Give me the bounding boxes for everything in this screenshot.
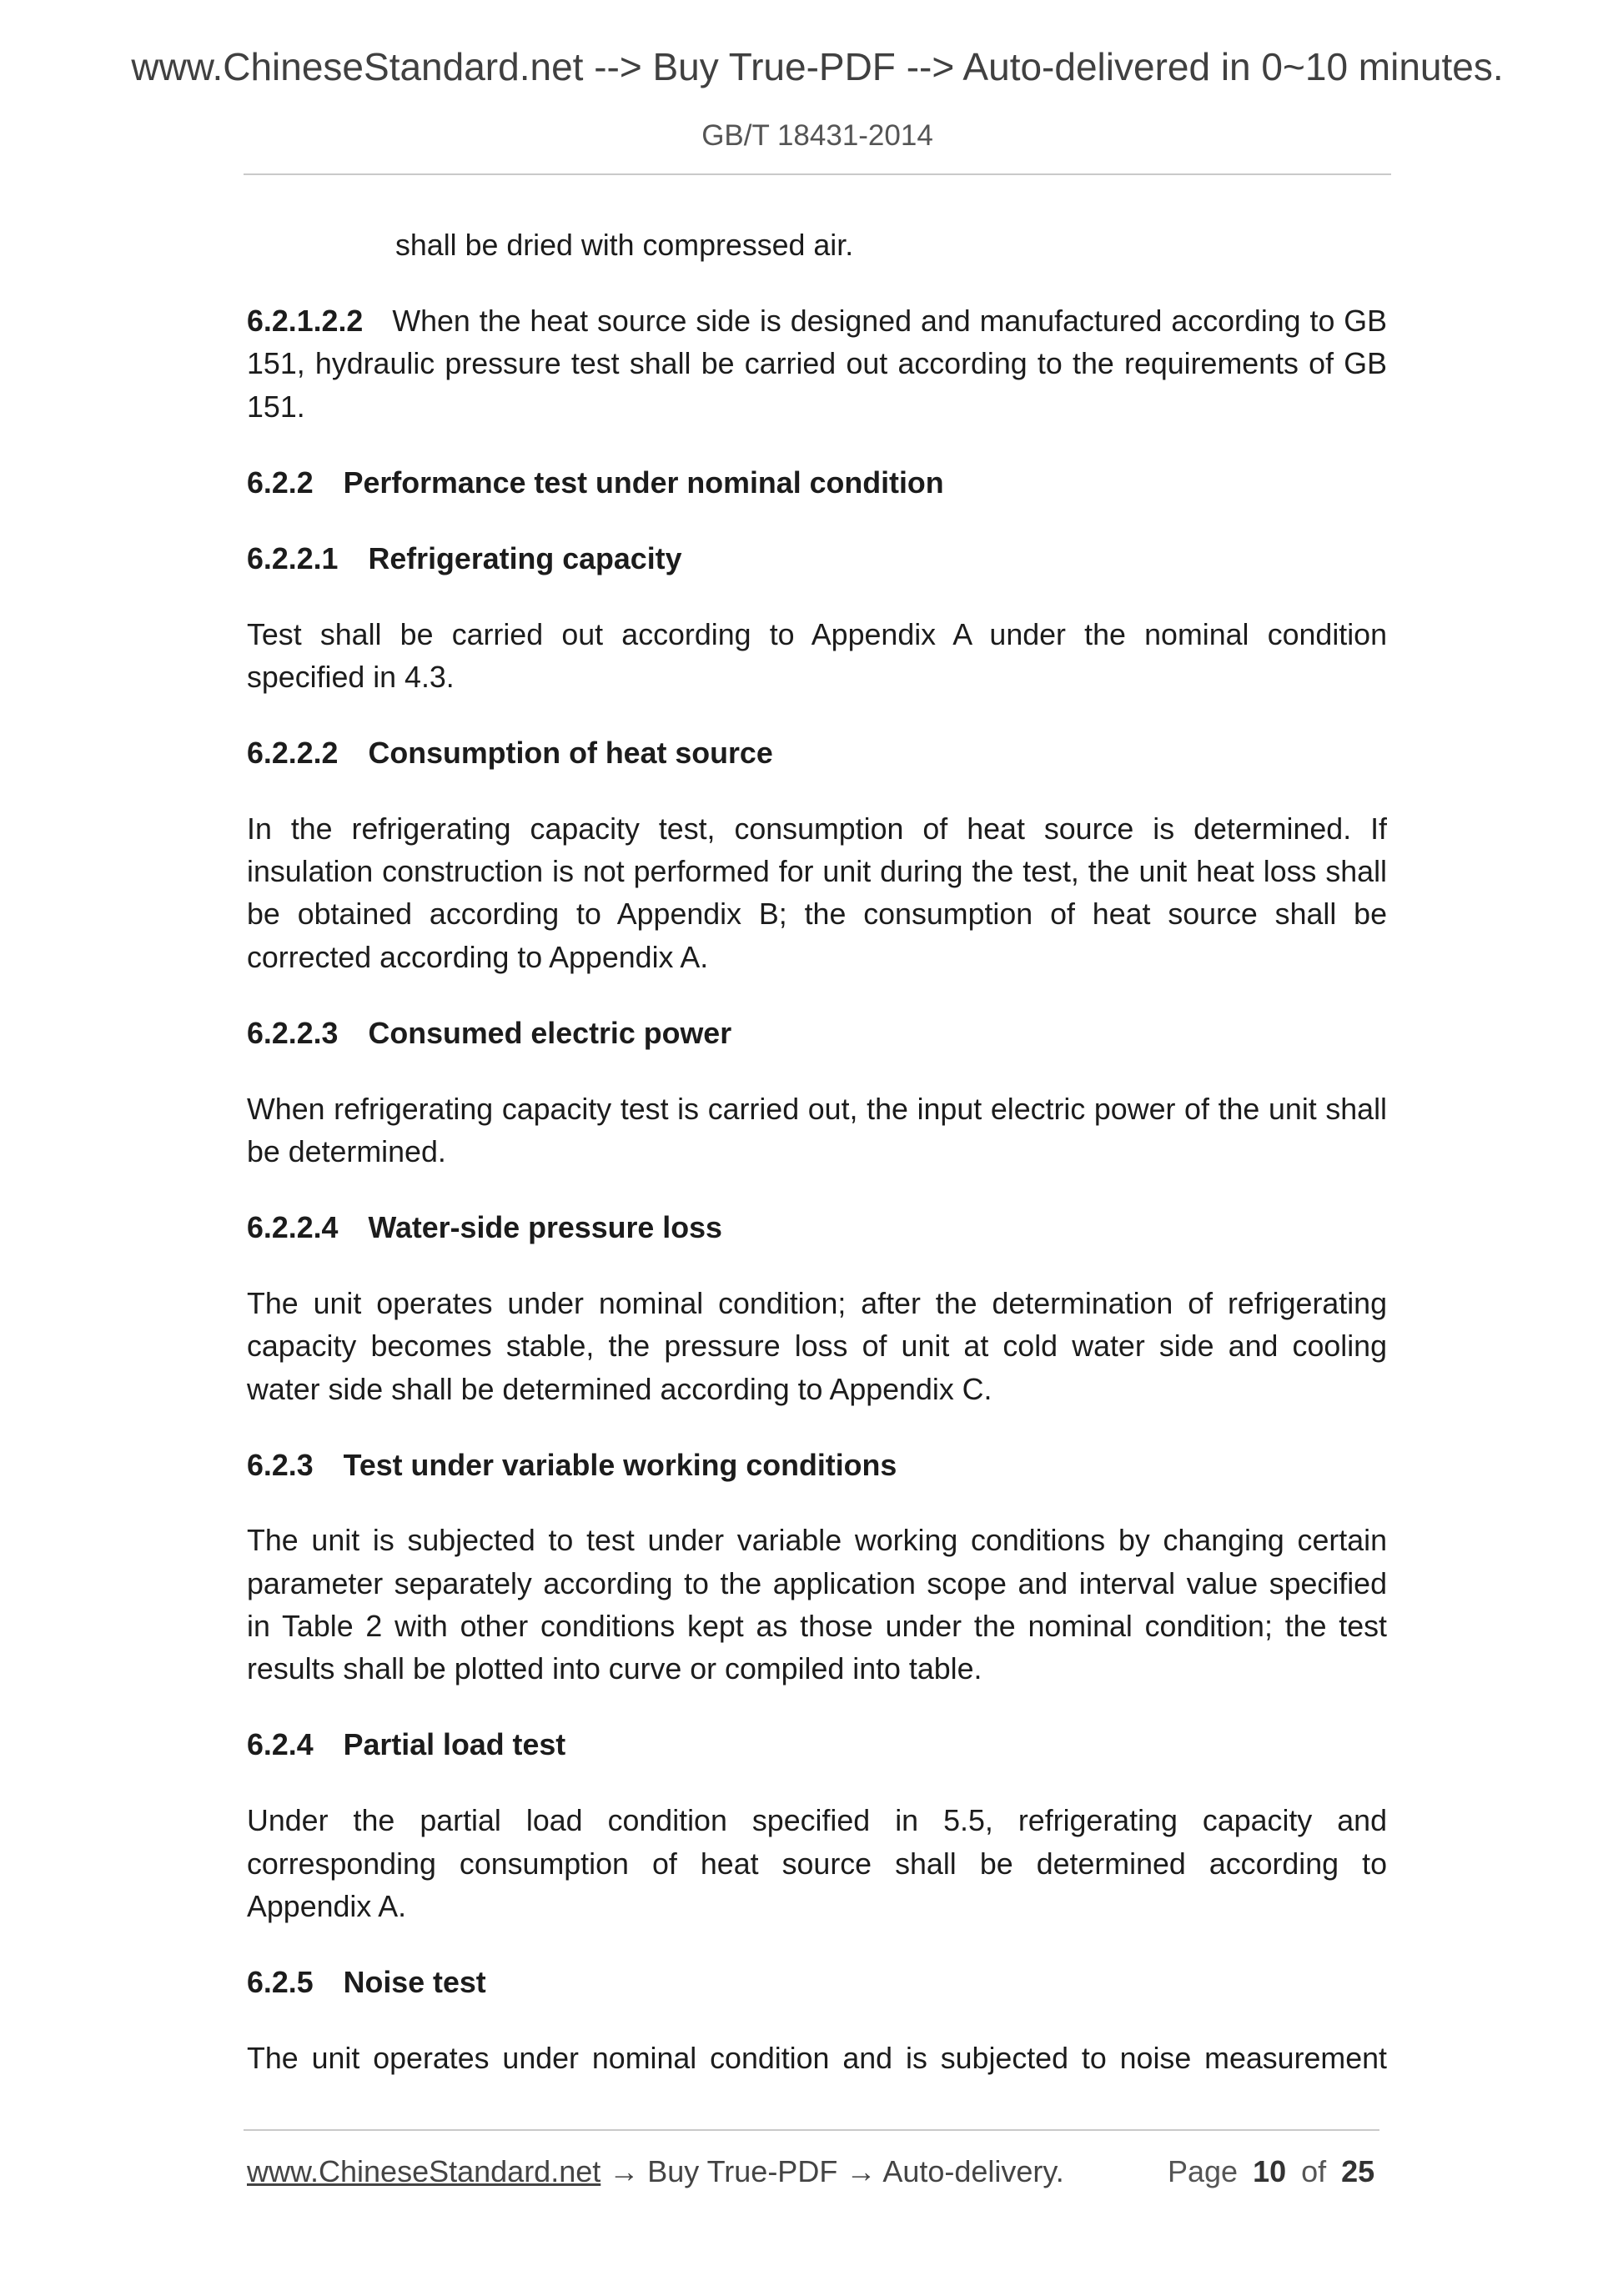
paragraph-line: shall be dried with compressed air.	[395, 229, 854, 262]
paragraph-heat-source-consumption	[247, 808, 1387, 979]
heading-6-2-2-3	[247, 1012, 1387, 1055]
paragraph-variable-conditions	[247, 1520, 1387, 1691]
heading-6-2-2-4	[247, 1207, 1387, 1249]
page-body	[247, 224, 1387, 2080]
page-number: 10	[1253, 2154, 1287, 2188]
heading-title: Test under variable working conditions	[343, 1448, 897, 1482]
heading-line	[247, 732, 1387, 775]
paragraph-line: specified in 4.3.	[247, 660, 455, 694]
paragraph-line: Test shall be carried out according to Appendix A under the nominal condition	[247, 617, 1387, 651]
heading-number: 6.2.4	[247, 1728, 314, 1762]
paragraph-line: Appendix A.	[247, 1889, 407, 1923]
heading-number: 6.2.2.2	[247, 736, 339, 770]
heading-number: 6.2.2.4	[247, 1210, 339, 1244]
paragraph-line: The unit operates under nominal condition; after the determination of refrigerating	[247, 1286, 1387, 1320]
heading-number: 6.2.5	[247, 1965, 314, 1999]
heading-line	[247, 1444, 1387, 1487]
heading-line	[247, 1012, 1387, 1055]
heading-number: 6.2.2	[247, 465, 314, 500]
heading-6-2-2-1	[247, 538, 1387, 580]
heading-line	[247, 538, 1387, 580]
heading-title: Consumption of heat source	[368, 736, 773, 770]
heading-6-2-3	[247, 1444, 1387, 1487]
continued-paragraph	[247, 224, 1387, 267]
paragraph-line: be determined.	[247, 1134, 446, 1168]
paragraph-electric-power	[247, 1088, 1387, 1174]
heading-title: Water-side pressure loss	[368, 1210, 722, 1244]
heading-number: 6.2.2.1	[247, 541, 339, 575]
heading-number: 6.2.2.3	[247, 1016, 339, 1050]
paragraph-line: in Table 2 with other conditions kept as those under the nominal condition; the test	[247, 1610, 1387, 1644]
page-label: Page	[1168, 2154, 1239, 2188]
paragraph-line: insulation construction is not performed for unit during the test, the unit heat loss shall	[247, 855, 1387, 889]
paragraph-line: When refrigerating capacity test is carried out, the input electric power of the unit shall	[247, 1092, 1387, 1126]
paragraph-pressure-loss	[247, 1283, 1387, 1411]
paragraph-line: In the refrigerating capacity test, consumption of heat source is determined. If	[247, 811, 1387, 846]
heading-title: Refrigerating capacity	[368, 541, 682, 575]
heading-line	[247, 1724, 1387, 1766]
clause-6-2-1-2-2	[247, 300, 1387, 429]
paragraph-line: corrected according to Appendix A.	[247, 940, 709, 974]
of-label: of	[1301, 2154, 1327, 2188]
footer-divider	[244, 2129, 1379, 2131]
heading-6-2-2-2	[247, 732, 1387, 775]
paragraph-line: water side shall be determined according to Appendix C.	[247, 1372, 992, 1406]
standard-code: GB/T 18431-2014	[701, 119, 933, 152]
footer-tagline: → Buy True-PDF → Auto-delivery.	[609, 2154, 1064, 2188]
paragraph-refrigerating-capacity	[247, 614, 1387, 700]
page-indicator	[1168, 2153, 1374, 2190]
heading-6-2-4	[247, 1724, 1387, 1766]
heading-6-2-5	[247, 1962, 1387, 2004]
heading-line	[247, 1207, 1387, 1249]
clause-text: When the heat source side is designed and manufactured according to GB	[392, 304, 1387, 338]
site-banner: www.ChineseStandard.net --> Buy True-PDF --> Auto-delivered in 0~10 minutes.	[131, 45, 1504, 88]
paragraph-line: corresponding consumption of heat source shall be determined according to	[247, 1846, 1387, 1881]
paragraph-line: 151.	[247, 389, 305, 424]
heading-line	[247, 462, 1387, 505]
paragraph-line: capacity becomes stable, the pressure loss of unit at cold water side and cooling	[247, 1329, 1387, 1364]
heading-number: 6.2.3	[247, 1448, 314, 1482]
heading-title: Partial load test	[343, 1728, 566, 1762]
clause-number: 6.2.1.2.2	[247, 304, 364, 338]
paragraph-noise-test	[247, 2037, 1387, 2080]
header-divider	[244, 173, 1391, 175]
heading-title: Performance test under nominal condition	[343, 465, 944, 500]
paragraph-partial-load	[247, 1800, 1387, 1928]
footer-site-link[interactable]: www.ChineseStandard.net	[247, 2154, 601, 2188]
heading-line	[247, 1962, 1387, 2004]
paragraph-line: be obtained according to Appendix B; the consumption of heat source shall be	[247, 897, 1387, 932]
paragraph-line: Under the partial load condition specified in 5.5, refrigerating capacity and	[247, 1804, 1387, 1838]
heading-6-2-2	[247, 462, 1387, 505]
heading-title: Noise test	[343, 1965, 486, 1999]
paragraph-line: results shall be plotted into curve or compiled into table.	[247, 1652, 982, 1686]
heading-title: Consumed electric power	[368, 1016, 732, 1050]
paragraph-line: parameter separately according to the application scope and interval value specified	[247, 1566, 1387, 1600]
footer-promo	[247, 2153, 1064, 2190]
paragraph-line: The unit is subjected to test under variable working conditions by changing certain	[247, 1524, 1387, 1558]
total-pages: 25	[1341, 2154, 1375, 2188]
paragraph-line	[247, 300, 1387, 343]
paragraph-line: The unit operates under nominal condition and is subjected to noise measurement	[247, 2041, 1387, 2075]
paragraph-line: 151, hydraulic pressure test shall be carried out according to the requirements of GB	[247, 347, 1387, 381]
